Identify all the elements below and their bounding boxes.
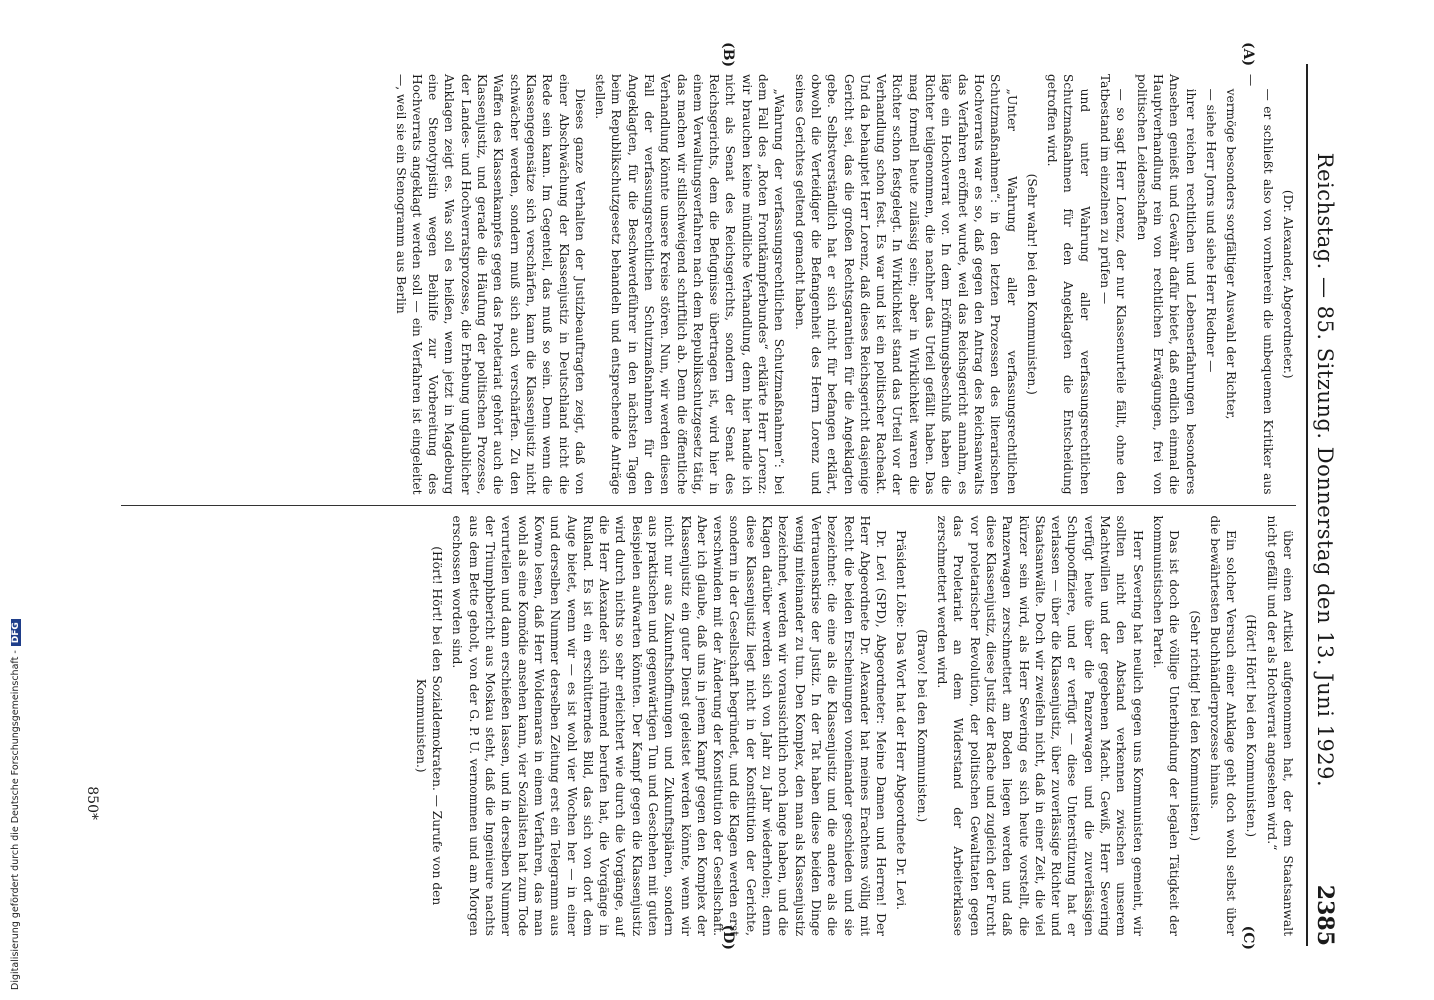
sidebar-credit-text: Digitalisierung gefördert durch die Deutsche Forschungsgemeinschaft - xyxy=(10,650,21,990)
paragraph: — so sagt Herr Lorenz, der nur Klassenurteile fällt, ohne den Tatbestand im einzelnen zu prüfen — xyxy=(1098,74,1129,495)
text-columns xyxy=(121,42,1296,950)
speaker-line: (Dr. Alexander, Abgeordneter.) xyxy=(1281,189,1295,379)
rotated-page-content xyxy=(70,40,1360,970)
header-title: Reichstag. — 85. Sitzung. Donnerstag den 13. Juni 1929. xyxy=(1313,152,1337,788)
paragraph: — siehe Herr Jorns und siehe Herr Riedner — xyxy=(1203,88,1218,373)
left-column-paragraphs xyxy=(392,74,1275,495)
digitization-sidebar xyxy=(0,0,20,1000)
margin-marker-c: (C) xyxy=(1240,925,1256,950)
paragraph: und unter Wahrung aller verfassungsrechtlichen Schutzmaßnahmen für den Angeklagten die Entscheidung getroffen wird. xyxy=(1045,74,1092,495)
paragraph: Das ist doch die völlige Unterbindung der legalen Tätigkeit der kommunistischen Partei. xyxy=(1150,515,1182,936)
paragraph: Ein solcher Versuch einer Anklage geht doch wohl selbst über die bewährtesten Buchhändlerprozesse hinaus. xyxy=(1207,515,1239,936)
margin-marker-b: (B) xyxy=(720,42,736,68)
paragraph: (Sehr wahr! bei den Kommunisten.) xyxy=(1024,173,1039,395)
paragraph: Präsident Löbe: Das Wort hat der Herr Abgeordnete Dr. Levi. xyxy=(894,530,909,910)
paragraph: — er schließt also von vornherein die unbequemen Kritiker aus — xyxy=(1244,74,1275,495)
paragraph: vermöge besonders sorgfältiger Auswahl der Richter, xyxy=(1224,88,1239,420)
sidebar-credit xyxy=(10,10,21,990)
left-column xyxy=(121,42,1296,505)
right-column xyxy=(121,505,1296,950)
page-header xyxy=(1306,64,1342,946)
right-column-paragraphs xyxy=(413,516,1296,937)
margin-marker-a: (A) xyxy=(1240,42,1256,67)
footer-mark: 850* xyxy=(84,786,100,820)
page-number: 2385 xyxy=(1312,884,1338,946)
dfg-logo: DFG xyxy=(11,619,21,646)
scanned-page xyxy=(70,40,1360,970)
paragraph: Dr. Levi (SPD), Abgeordneter: Meine Damen und Herren! Der Herr Abgeordnete Dr. Alexander hat meines Erachtens völlig mit Recht die beiden Erscheinungen voneinander geschieden und sie bezeichnet: die eine als die Klassenjustiz und die andere als die Vertrauenskrise der Justiz. In der Tat haben diese beiden Dinge wenig miteinander zu tun. Den Komplex, den man als Klassenjustiz bezeichnet, werden wir voraussichtlich noch lange haben, und die Klagen darüber werden sich von Jahr zu Jahr wiederholen; denn diese Klassenjustiz liegt nicht in der Konstitution der Gerichte, sondern in der Gesellschaft begründet, und die Klagen werden erst verschwinden mit der Änderung der Konstitution der Gesellschaft. Aber ich glaube, daß uns in jenem Kampf gegen den Komplex der Klassenjustiz ein guter Dienst geleistet werden könnte, wenn wir nicht nur aus Zukunftshoffnungen und Zukunftsplänen, sondern aus praktischen und gegenwärtigen Tun und Geschehen mit guten Beispielen aufwarten könnten. Der Kampf gegen die Klassenjustiz wird durch nichts so sehr erleichtert wie durch die Vorgänge, auf die Herr Alexander sich rühmend berufen hat, die Vorgänge in Rußland. Es ist ein erschütterndes Bild, das sich von dort dem Auge bietet, wenn wir — es ist wohl vier Wochen her — in einer und derselben Nummer derselben Zeitung erst ein Telegramm aus Kowno lesen, daß Herr Woldemaras in einem Verfahren, das man wohl als eine Komödie ansehen kann, vier Sozialisten hat zum Tode verurteilen und dann erschießen lassen, und in derselben Nummer der Triumphbericht aus Moskau steht, daß die Ingenieure nachts aus dem Bette geholt, von der G. P. U. vernommen und am Morgen erschossen worden sind. xyxy=(450,515,889,936)
paragraph: Dieses ganze Verhalten der Justizbeauftragten zeigt, daß von einer Abschwächung der Klassenjustiz in Deutschland nicht die Rede sein kann. Im Gegenteil, das muß so sein. Denn wenn die Klassengegensätze sich verschärfen, kann die Klassenjustiz nicht schwächer werden, sondern muß sich auch verschärfen. Zu den Waffen des Klassenkampfes gegen das Proletariat gehört auch die Klassenjustiz, und gerade die Häufung der politischen Prozesse, der Landes- und Hochverratsprozesse, die Erhebung unglaublicher Anklagen zeigt es. Was soll es heißen, wenn jetzt in Magdeburg eine Stenotypistin wegen Beihilfe zur Vorbereitung des Hochverrats angeklagt werden soll — ein Verfahren ist eingeleitet —, weil sie ein Stenogramm aus Berlin xyxy=(393,74,587,495)
paragraph: „Wahrung der verfassungsrechtlichen Schutzmaßnahmen“: bei dem Fall des „Roten Frontkämpferbundes“ erklärte Herr Lorenz: wir brauchen keine mündliche Verhandlung, denn hier handle ich nicht als Senat des Reichsgerichts, sondern der Senat des Reichsgerichts, dem die Befugnisse übertragen ist, wird hier in einem Verwaltungsverfahren nach dem Republikschutzgesetz tätig, das machen wir stillschweigend schriftlich ab. Denn die öffentliche Verhandlung könnte unsere Kreise stören. Nun, wir werden diesen Fall der verfassungsrechtlichen Schutzmaßnahmen für den Angeklagten, für die Beschwerdeführer in den nächsten Tagen beim Republikschutzgesetz behandeln und entsprechende Anträge stellen. xyxy=(593,74,787,495)
paragraph: „Unter Wahrung aller verfassungsrechtlichen Schutzmaßnahmen“: in den letzten Prozessen des literarischen Hochverrats war es so, daß gegen den Antrag des Reichsanwalts das Verfahren eröffnet wurde, weil das Reichsgericht annahm, es läge ein Hochverrat vor. In dem Eröffnungsbeschluß haben die Richter teilgenommen, die nachher das Urteil gefällt haben. Das mag formell heute zulässig sein; aber in Wirklichkeit waren die Richter schon festgelegt. In Wirklichkeit stand das Urteil vor der Verhandlung schon fest. Es war und ist ein politischer Racheakt. Und da behauptet Herr Lorenz, daß dieses Reichsgericht dasjenige Gericht sei, das die großen Rechtsgarantien für die Angeklagten gebe. Selbstverständlich hat er sich nicht für befangen erklärt, obwohl die Verteidiger die Befangenheit des Herrn Lorenz und seines Gerichtes geltend gemacht haben. xyxy=(792,74,1019,495)
paragraph: ihrer reichen rechtlichen und Lebenserfahrungen besonderes Ansehen genießt und Gewähr dafür bietet, daß endlich einmal die Hauptverhandlung rein von rechtlichen Erwägungen, frei von politischen Leidenschaften xyxy=(1134,74,1198,495)
paragraph: Herr Severing hat neulich gegen uns Kommunisten gemeint, wir sollten nicht den Abstand verkennen zwischen unserem Machtwillen und der gegebenen Macht. Gewiß, Herr Severing verfügt heute über die Panzerwagen und die zuverlässigen Schupooffiziere, und er verfügt — diese Unterstützung hat er verlassen — über die Klassenjustiz, über zuverlässige Richter und Staatsanwälte. Doch wir zweifeln nicht, daß in einer Zeit, die viel kürzer sein wird, als Herr Severing es sich heute vorstellt, die Panzerwagen zerschmettert am Boden liegen werden und daß diese Klassenjustiz, diese Justiz der Rache und zugleich der Furcht vor proletarischer Revolution, der politischen Gewalttaten gegen das Proletariat an dem Widerstand der Arbeiterklasse zerschmettert werden wird. xyxy=(935,515,1145,936)
paragraph: über einen Artikel aufgenommen hat, der dem Staatsanwalt nicht gefällt und der als Hochverrat angesehen wird.“ xyxy=(1264,515,1295,936)
paragraph: (Hört! Hört! bei den Sozialdemokraten. — Zurufe von den Kommunisten.) xyxy=(413,546,445,906)
paragraph: (Sehr richtig! bei den Kommunisten.) xyxy=(1187,610,1202,842)
paragraph: (Bravo! bei den Kommunisten.) xyxy=(914,629,929,823)
paragraph: (Hört! Hört! bei den Kommunisten.) xyxy=(1244,614,1259,838)
margin-marker-d: (D) xyxy=(720,924,736,950)
